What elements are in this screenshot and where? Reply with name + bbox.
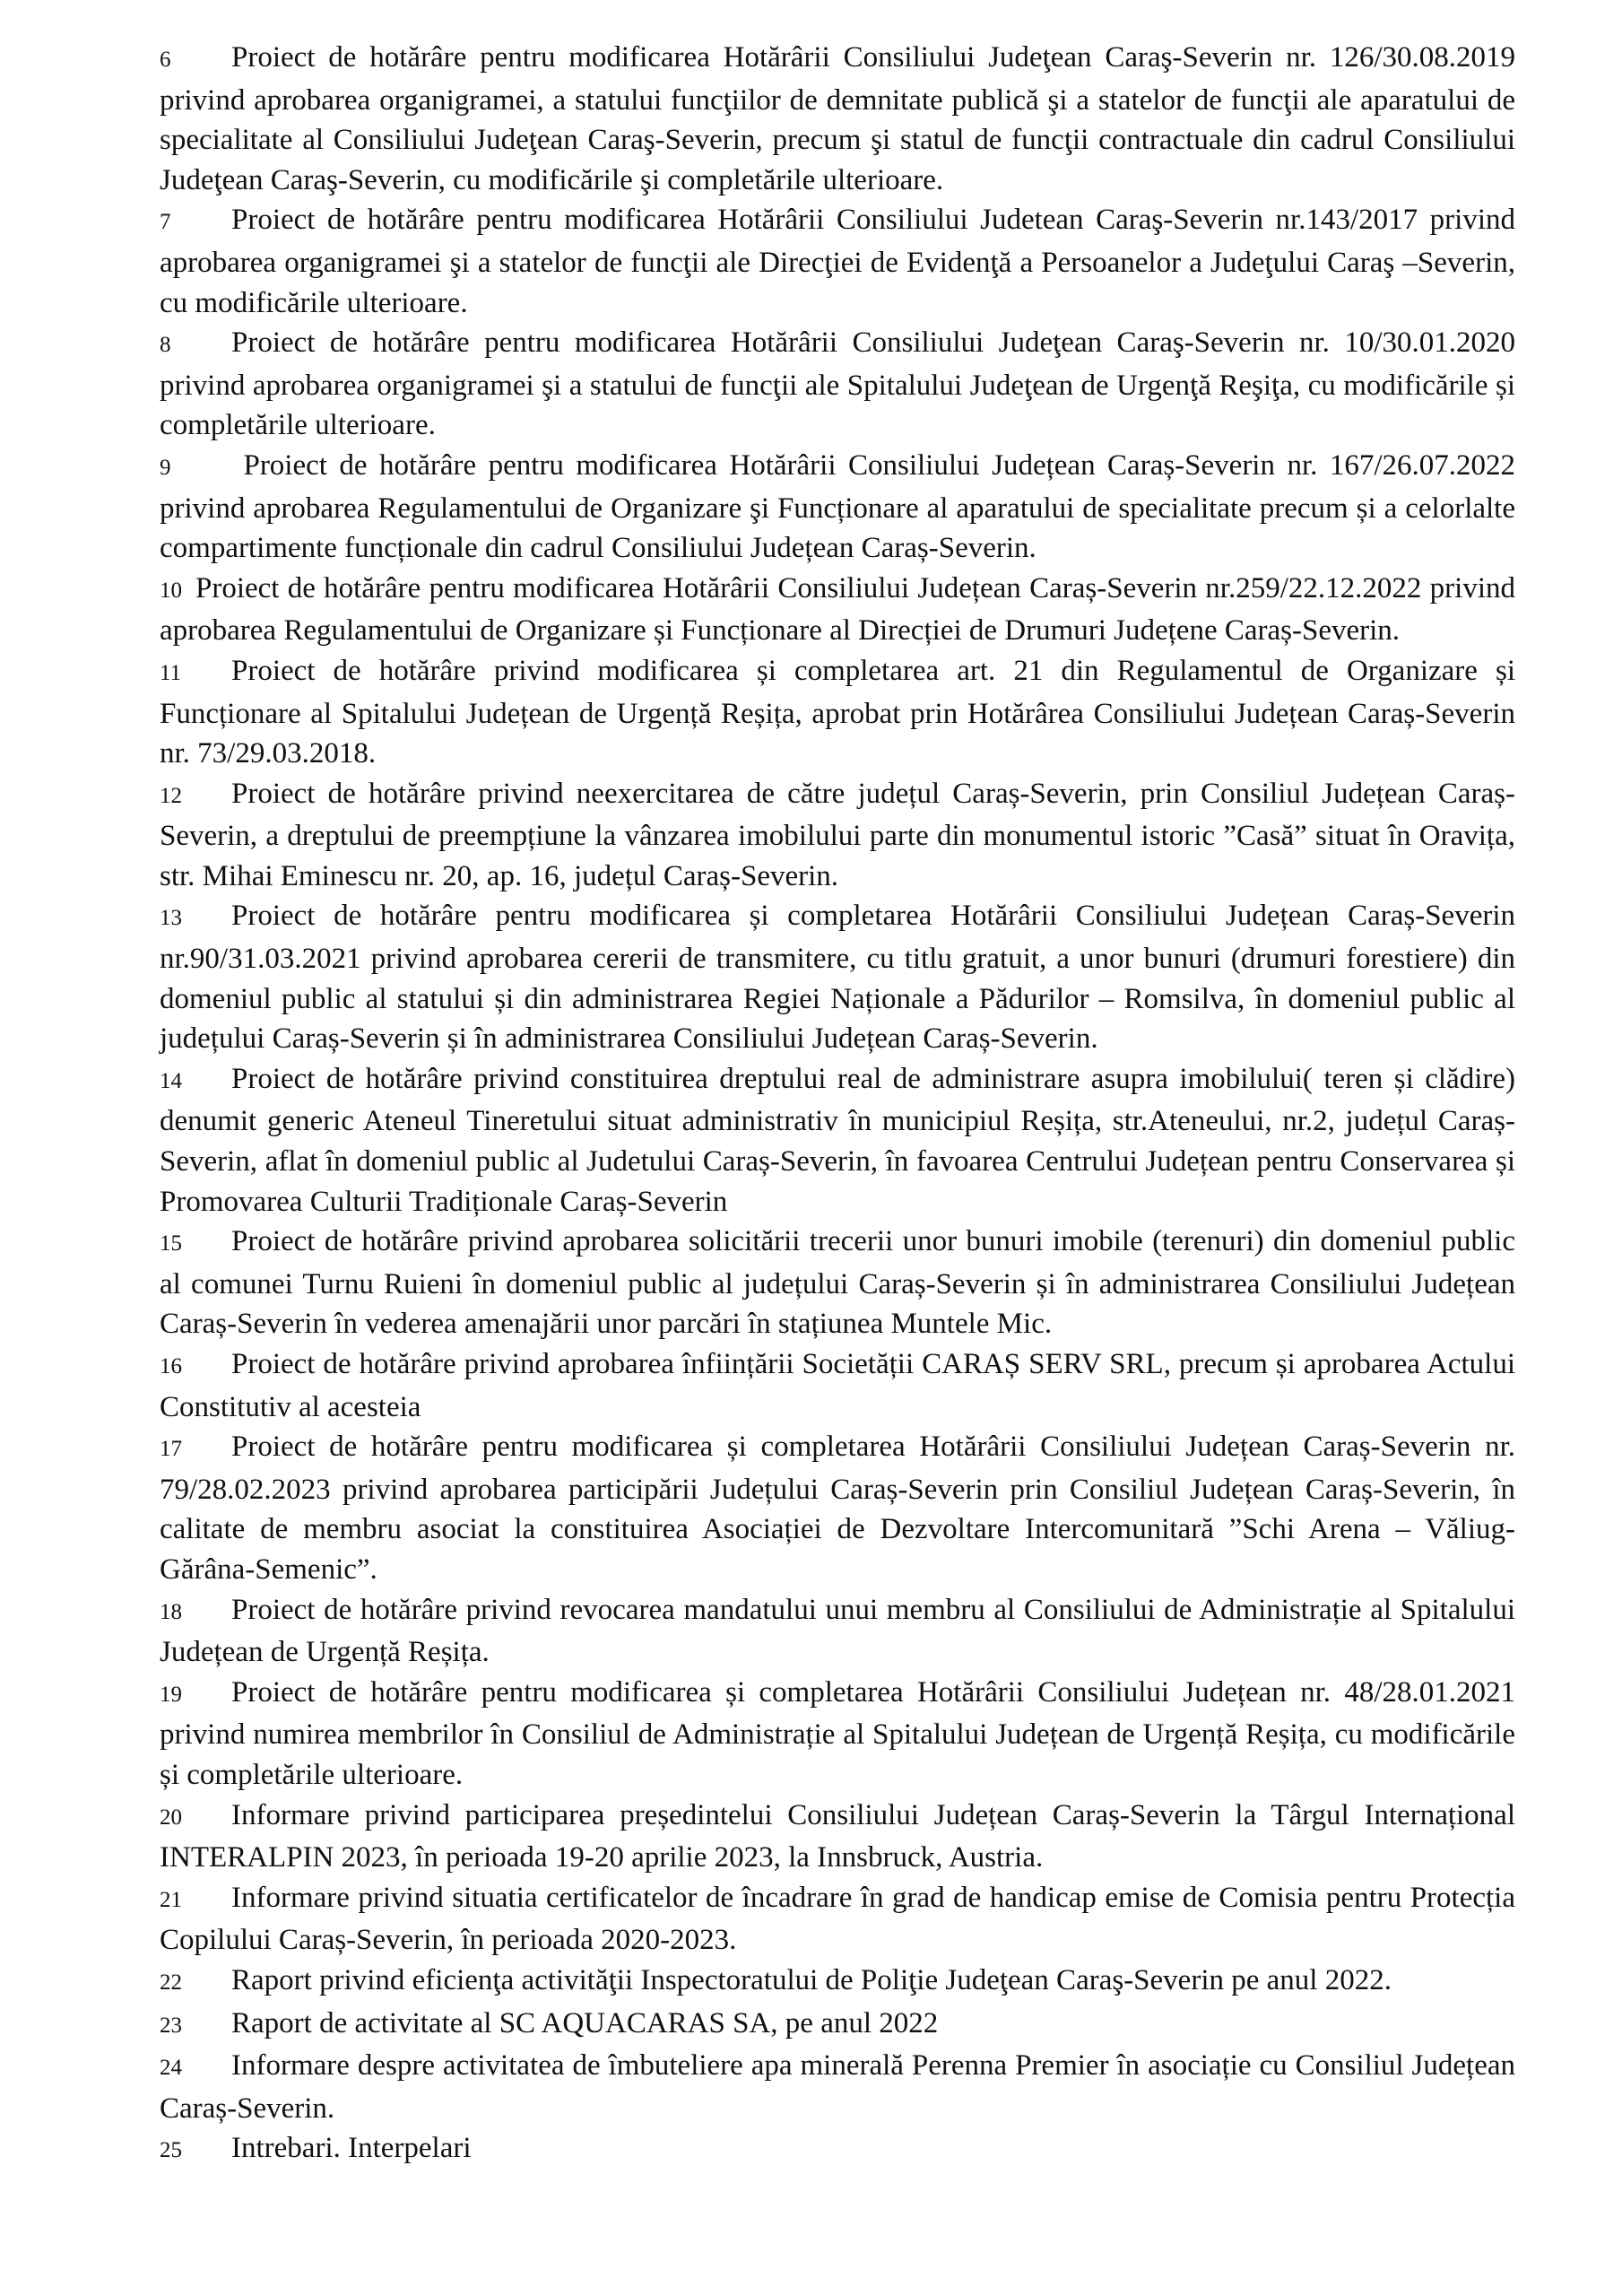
agenda-item-24 [160, 2046, 1515, 2128]
item-text: Proiect de hotărâre privind revocarea mandatului unui membru al Consiliului de Administrație al Spitalului Județean de Urgență Reșița. [160, 1593, 1515, 1669]
item-number: 24 [160, 2056, 182, 2081]
agenda-item-19 [160, 1673, 1515, 1796]
agenda-item-10 [160, 569, 1515, 651]
agenda-list [160, 38, 1515, 2171]
item-number: 10 [160, 578, 182, 603]
agenda-item-6 [160, 38, 1515, 200]
item-text: Proiect de hotărâre pentru modificarea Hotărârii Consiliului Judeţean Caraş-Severin nr. 126/30.08.2019 privind aprobarea organigramei, a statului funcţiilor de demnitate publică şi a statelor de funcţii ale aparatului de specialitate al Consiliului Judeţean Caraş-Severin, precum şi statul de funcţii contractuale din cadrul Consiliului Judeţean Caraş-Severin, cu modificările şi completările ulterioare. [160, 41, 1515, 196]
item-text: Proiect de hotărâre pentru modificarea Hotărârii Consiliului Județean Caraș-Severin nr. 167/26.07.2022 privind aprobarea Regulamentului de Organizare şi Funcționare al aparatului de specialitate precum și a celorlalte compartimente funcționale din cadrul Consiliului Județean Caraș-Severin. [160, 448, 1515, 565]
item-number: 20 [160, 1805, 182, 1830]
agenda-item-8 [160, 323, 1515, 446]
agenda-item-11 [160, 651, 1515, 774]
item-number: 16 [160, 1354, 182, 1378]
agenda-item-7 [160, 200, 1515, 323]
agenda-item-13 [160, 896, 1515, 1058]
item-text: Proiect de hotărâre pentru modificarea Hotărârii Consiliului Judetean Caraş-Severin nr.143/2017 privind aprobarea organigramei şi a statelor de funcţii ale Direcţiei de Evidenţă a Persoanelor a Judeţului Caraş –Severin, cu modificările ulterioare. [160, 204, 1515, 319]
item-number: 21 [160, 1887, 182, 1912]
agenda-item-16 [160, 1344, 1515, 1427]
agenda-item-18 [160, 1590, 1515, 1673]
item-number: 23 [160, 2013, 182, 2038]
agenda-item-25 [160, 2128, 1515, 2171]
agenda-item-12 [160, 774, 1515, 897]
item-text: Raport de activitate al SC AQUACARAS SA, pe anul 2022 [231, 2006, 939, 2039]
agenda-item-14 [160, 1059, 1515, 1222]
item-number: 7 [160, 210, 171, 235]
item-number: 18 [160, 1599, 182, 1624]
item-text: Raport privind eficienţa activităţii Inspectoratului de Poliţie Judeţean Caraş-Severin pe anul 2022. [231, 1963, 1392, 1996]
item-number: 13 [160, 906, 182, 931]
agenda-item-23 [160, 2004, 1515, 2047]
item-number: 9 [160, 455, 171, 480]
item-text: Proiect de hotărâre privind modificarea și completarea art. 21 din Regulamentul de Organizare și Funcționare al Spitalului Județean de Urgență Reșița, aprobat prin Hotărârea Consiliului Județean Caraș-Severin nr. 73/29.03.2018. [160, 654, 1515, 770]
item-number: 14 [160, 1068, 182, 1093]
item-text: Proiect de hotărâre pentru modificarea Hotărârii Consiliului Județean Caraș-Severin nr.259/22.12.2022 privind aprobarea Regulamentului de Organizare și Funcționare al Direcției de Drumuri Județene Caraș-Severin. [160, 571, 1515, 648]
item-number: 8 [160, 333, 171, 358]
item-text: Intrebari. Interpelari [231, 2132, 472, 2165]
item-text: Proiect de hotărâre privind neexercitarea de către județul Caraș-Severin, prin Consiliul Județean Caraș-Severin, a dreptului de preempțiune la vânzarea imobilului parte din monumentul istoric ”Casă” situat în Oravița, str. Mihai Eminescu nr. 20, ap. 16, județul Caraș-Severin. [160, 777, 1515, 892]
agenda-item-9 [160, 446, 1515, 569]
agenda-item-15 [160, 1222, 1515, 1344]
item-text: Informare despre activitatea de îmbuteliere apa minerală Perenna Premier în asociație cu Consiliul Județean Caraș-Severin. [160, 2049, 1515, 2125]
agenda-item-17 [160, 1427, 1515, 1589]
item-text: Proiect de hotărâre pentru modificarea și completarea Hotărârii Consiliului Județean nr. 48/28.01.2021 privind numirea membrilor în Consiliul de Administrație al Spitalului Județean de Urgență Reșița, cu modificările și completările ulterioare. [160, 1675, 1515, 1791]
item-number: 22 [160, 1970, 182, 1995]
item-number: 6 [160, 48, 171, 72]
item-text: Proiect de hotărâre pentru modificarea și completarea Hotărârii Consiliului Județean Caraș-Severin nr.90/31.03.2021 privind aprobarea cererii de transmitere, cu titlu gratuit, a unor bunuri (drumuri forestiere) din domeniul public al statului și din administrarea Regiei Naționale a Pădurilor – Romsilva, în domeniul public al județului Caraș-Severin și în administrarea Consiliului Județean Caraș-Severin. [160, 900, 1515, 1056]
item-text: Informare privind situatia certificatelor de încadrare în grad de handicap emise de Comisia pentru Protecția Copilului Caraș-Severin, în perioada 2020-2023. [160, 1881, 1515, 1957]
item-number: 25 [160, 2138, 182, 2163]
item-text: Proiect de hotărâre pentru modificarea Hotărârii Consiliului Judeţean Caraş-Severin nr. 10/30.01.2020 privind aprobarea organigramei şi a statului de funcţii ale Spitalului Judeţean de Urgenţă Reşiţa, cu modificările și completările ulterioare. [160, 326, 1515, 442]
item-number: 12 [160, 783, 182, 808]
item-text: Proiect de hotărâre privind aprobarea înființării Societății CARAȘ SERV SRL, precum și aprobarea Actului Constitutiv al acesteia [160, 1348, 1515, 1423]
agenda-item-22 [160, 1961, 1515, 2004]
item-text: Informare privind participarea președintelui Consiliului Județean Caraș-Severin la Târgul Internațional INTERALPIN 2023, în perioada 19-20 aprilie 2023, la Innsbruck, Austria. [160, 1798, 1515, 1874]
item-text: Proiect de hotărâre privind constituirea dreptului real de administrare asupra imobilului( teren și clădire) denumit generic Ateneul Tineretului situat administrativ în municipiul Reșița, str.Ateneului, nr.2, județul Caraș-Severin, aflat în domeniul public al Judetului Caraș-Severin, în favoarea Centrului Județean pentru Conservarea și Promovarea Culturii Tradiționale Caraș-Severin [160, 1062, 1515, 1218]
item-number: 11 [160, 660, 182, 685]
item-number: 15 [160, 1231, 182, 1257]
item-text: Proiect de hotărâre pentru modificarea și completarea Hotărârii Consiliului Județean Caraș-Severin nr. 79/28.02.2023 privind aprobarea participării Județului Caraș-Severin prin Consiliul Județean Caraș-Severin, în calitate de membru asociat la constituirea Asociației de Dezvoltare Intercomunitară ”Schi Arena – Văliug- Gărâna-Semenic”. [160, 1431, 1515, 1586]
item-text: Proiect de hotărâre privind aprobarea solicitării trecerii unor bunuri imobile (terenuri) din domeniul public al comunei Turnu Ruieni în domeniul public al județului Caraș-Severin și în administrarea Consiliului Județean Caraș-Severin în vederea amenajării unor parcări în stațiunea Muntele Mic. [160, 1225, 1515, 1341]
agenda-item-20 [160, 1796, 1515, 1878]
item-number: 19 [160, 1682, 182, 1707]
agenda-item-21 [160, 1878, 1515, 1961]
item-number: 17 [160, 1437, 182, 1462]
